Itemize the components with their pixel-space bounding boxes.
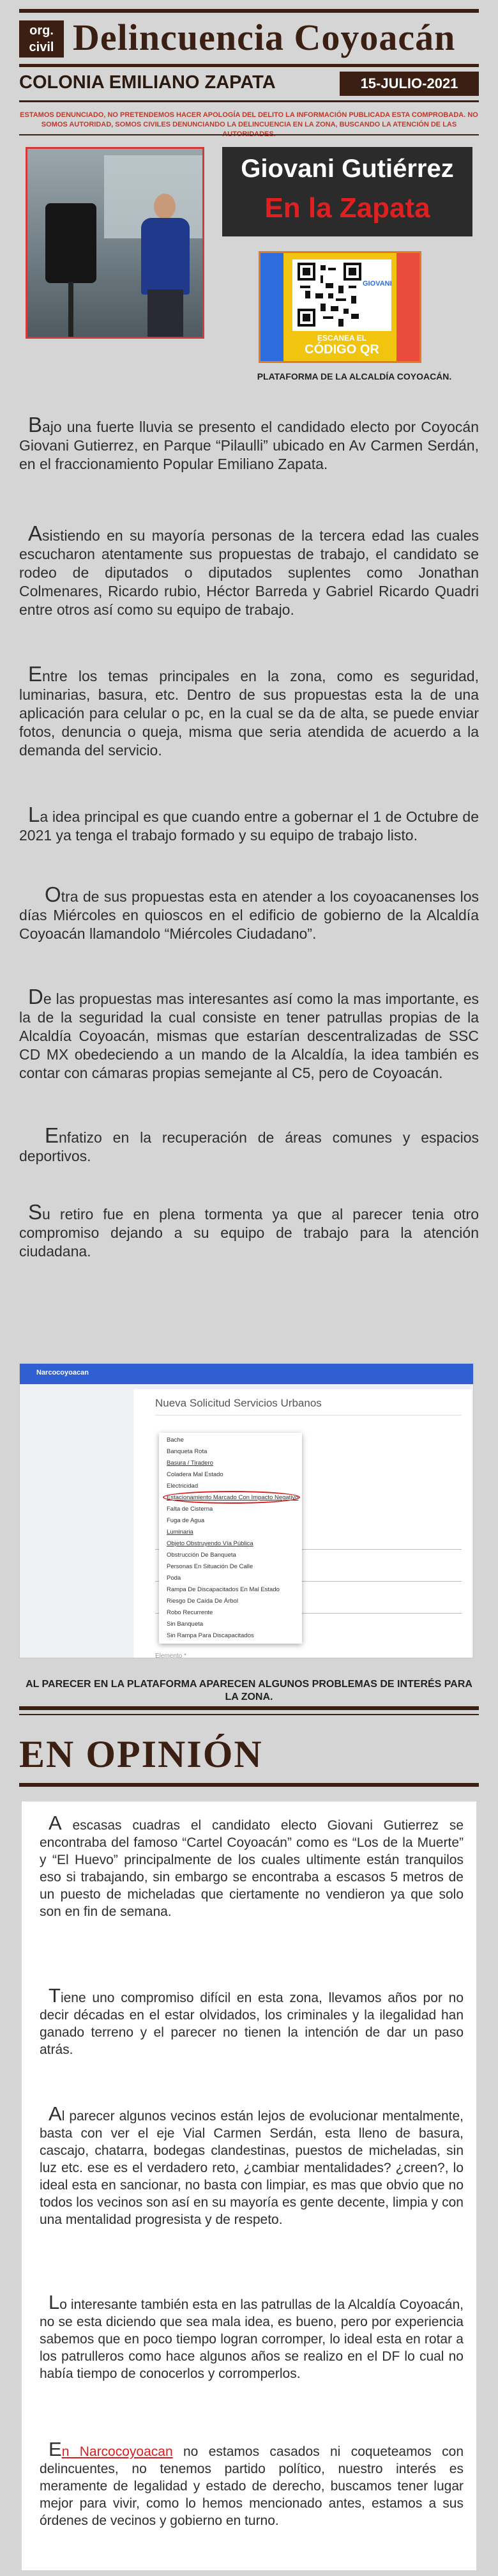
colonia-rule [19, 100, 479, 102]
request-form [133, 1389, 472, 1658]
opinion-paragraph: En Narcocoyoacan no estamos casados ni coqueteamos con delincuentes, no tenemos partido político, nuestro interés es meramente de legalidad y estado de derecho, buscamos tener lugar mejor para vivir, como lo hemos mencionado antes, estamos a sus órdenes de vecinos y gobierno en turno. [40, 2438, 464, 2528]
disclaimer: ESTAMOS DENUNCIADO, NO PRETENDEMOS HACER APOLOGÍA DEL DELITO LA INFORMACIÓN PUBLICADA ESTA COMPROBADA. NO SOMOS AUTORIDAD, SOMOS CIVILES DENUNCIANDO LA DELINCUENCIA EN LA ZONA, BUSCANDO LA ATENCIÓN DE LAS [20, 111, 478, 128]
top-rule [19, 9, 479, 13]
qr-code-icon [298, 263, 361, 327]
dropdown-option[interactable]: Poda [167, 1575, 181, 1582]
candidate-name: Giovani Gutiérrez [241, 155, 454, 183]
candidate-photo [26, 147, 204, 339]
dropdown-option[interactable]: Sin Rampa Para Discapacitados [167, 1632, 254, 1639]
dropdown-option[interactable]: Robo Recurrente [167, 1609, 213, 1616]
element-select[interactable]: Elemento * [155, 1653, 186, 1658]
dropdown-option[interactable]: Fuga de Agua [167, 1517, 205, 1524]
article-paragraph: Asistiendo en su mayoría personas de la tercera edad las cuales escucharon atentamente sus propuestas de trabajo, el candidato se rodeo de diputados o diputados suplentes como Jonathan Colmenares, Ricardo rubio, Héctor Barreda y Gabriel Ricardo Quadri entre otros así como su equipo de trabajo. [19, 521, 479, 618]
hero-caption: PLATAFORMA DE LA ALCALDÍA COYOACÁN. [257, 371, 452, 382]
dropdown-option[interactable]: Basura / Tiradero [167, 1460, 213, 1467]
highlight-oval [163, 1491, 300, 1504]
section-rule [19, 1706, 479, 1710]
article-paragraph: De las propuestas mas interesantes así como la mas importante, es la de la seguridad la cual consiste en tener patrullas propias de la Alcaldía Coyoacán, mismas que estarían descentralizadas de SSC CD MX obedeciendo a un mando de la Alcaldía, la idea también es contar con cámaras propias semejante al C5, pero de Coyoacán. [19, 985, 479, 1081]
platform-screenshot [19, 1363, 474, 1658]
form-title: Nueva Solicitud Servicios Urbanos [155, 1397, 322, 1409]
screenshot-caption: AL PARECER EN LA PLATAFORMA APARECEN ALGUNOS PROBLEMAS DE INTERÉS PARA LA ZONA. [26, 1679, 472, 1702]
candidate-name-banner [222, 147, 472, 236]
masthead-title: Delincuencia Coyoacán [73, 17, 456, 58]
opinion-paragraph: A escasas cuadras el candidato electo Giovani Gutierrez se encontraba del famoso “Cartel Coyoacán” como es “Los de la Muerte” y “El Huevo” principalmente de los cuales ultimente están tranquilos eso si trabajando, sin embargo se encontraba a escasos 5 metros de un puesto de micheladas que ciertamente no vendieron ya que solo son en fin de semana. [40, 1812, 464, 1919]
colonia-title: COLONIA EMILIANO ZAPATA [19, 72, 276, 93]
app-bar [20, 1364, 473, 1384]
dropdown-option[interactable]: Coladera Mal Estado [167, 1471, 223, 1478]
dropdown-option[interactable]: Estacionamiento Marcado Con Impacto Negativo [167, 1494, 299, 1501]
dropdown-option[interactable]: Bache [167, 1437, 184, 1444]
org-civil-badge: org. civil [19, 20, 64, 58]
person-shape [136, 194, 193, 339]
masthead [19, 18, 479, 58]
opinion-paragraph: Tiene uno compromiso difícil en esta zona, llevamos años por no decir décadas en el estar olvidados, los criminales y la ilegalidad han ganado terreno y el parecer no tienen la intención de dar un paso atrás. [40, 1984, 464, 2057]
opinion-paragraph: Al parecer algunos vecinos están lejos de evolucionar mentalmente, basta con ver el eje Vial Carmen Serdán, esta lleno de basura, cascajo, chatarra, bodegas clandestinas, puestos de micheladas, sin luz etc. ese es el verdadero reto, ¿cambiar mentalidades? ¿creen?, lo ideal esta en sancionar, no basta con limpiar, es mas que obvio que no todos los vecinos son así en su mayoría es gente decente, limpia y con una mentalidad progresista y de respeto. [40, 2102, 464, 2227]
article-paragraph: La idea principal es que cuando entre a gobernar el 1 de Octubre de 2021 ya tenga el trabajo formado y su equipo de trabajo listo. [19, 803, 479, 844]
narcocoyoacan-link[interactable]: n Narcocoyoacan [61, 2444, 173, 2459]
qr-card[interactable] [259, 251, 421, 363]
dropdown-option[interactable]: Electricidad [167, 1483, 199, 1490]
dropdown-option[interactable]: Banqueta Rota [167, 1448, 207, 1455]
speaker-shape [45, 203, 96, 283]
disclaimer-rule [19, 134, 479, 135]
article-paragraph: Enfatizo en la recuperación de áreas comunes y espacios deportivos. [19, 1123, 479, 1164]
service-dropdown[interactable] [159, 1433, 302, 1644]
dropdown-option[interactable]: Falta de Cisterna [167, 1506, 213, 1513]
qr-scan-label: ESCANEA EL [317, 334, 366, 343]
opinion-rule [19, 1783, 479, 1787]
masthead-rule [19, 64, 479, 67]
dropdown-option[interactable]: Riesgo De Caída De Árbol [167, 1598, 238, 1605]
qr-logo-text: GIOVANI [363, 280, 392, 288]
qr-code-label: CÓDIGO QR [305, 343, 379, 357]
dropdown-option[interactable]: Personas En Situación De Calle [167, 1563, 253, 1570]
opinion-box [19, 1799, 479, 2573]
dropdown-option[interactable]: Objeto Obstruyendo Vía Pública [167, 1540, 253, 1547]
dropdown-option[interactable]: Sin Banqueta [167, 1621, 204, 1628]
opinion-paragraph: Lo interesante también esta en las patrullas de la Alcaldía Coyoacán, no se esta diciendo que sea mala idea, es bueno, pero por experiencia sabemos que en poco tiempo logran corromper, lo ideal esta en rotar a los patrulleros como hace algunos años se realizo en el DF lo cual no había tiempo de conocerlos y corromperlos. [40, 2291, 464, 2381]
dropdown-option[interactable]: Luminaria [167, 1529, 193, 1536]
article-paragraph: Entre los temas principales en la zona, como es seguridad, luminarias, basura, etc. Dentro de sus propuestas esta la de una aplicación para celular o pc, en la cual se da de alta, se puede enviar fotos, denuncia o queja, misma que seria atendida de acuerdo a la demanda del servicio. [19, 662, 479, 759]
date-badge: 15-JULIO-2021 [340, 72, 479, 96]
section-rule [19, 1714, 479, 1715]
candidate-subtitle: En la Zapata [264, 192, 430, 224]
opinion-heading: EN OPINIÓN [19, 1733, 263, 1775]
dropdown-option[interactable]: Obstrucción De Banqueta [167, 1552, 236, 1559]
dropdown-option[interactable]: Rampa De Discapacitados En Mal Estado [167, 1586, 280, 1593]
article-paragraph: Su retiro fue en plena tormenta ya que al parecer tenia otro compromiso dejando a su equipo de trabajo para la atención ciudadana. [19, 1200, 479, 1260]
app-name: Narcocoyoacan [36, 1369, 89, 1377]
article-paragraph: Otra de sus propuestas esta en atender a los coyoacanenses los días Miércoles en quioscos en el edificio de gobierno de la Alcaldía Coyoacán llamandolo “Miércoles Ciudadano”. [19, 883, 479, 942]
article-paragraph: Bajo una fuerte lluvia se presento el candidado electo por Coyocán Giovani Gutierrez, en Parque “Pilaulli” ubicado en Av Carmen Serdán, en el fraccionamiento Popular Emiliano Zapata. [19, 413, 479, 472]
